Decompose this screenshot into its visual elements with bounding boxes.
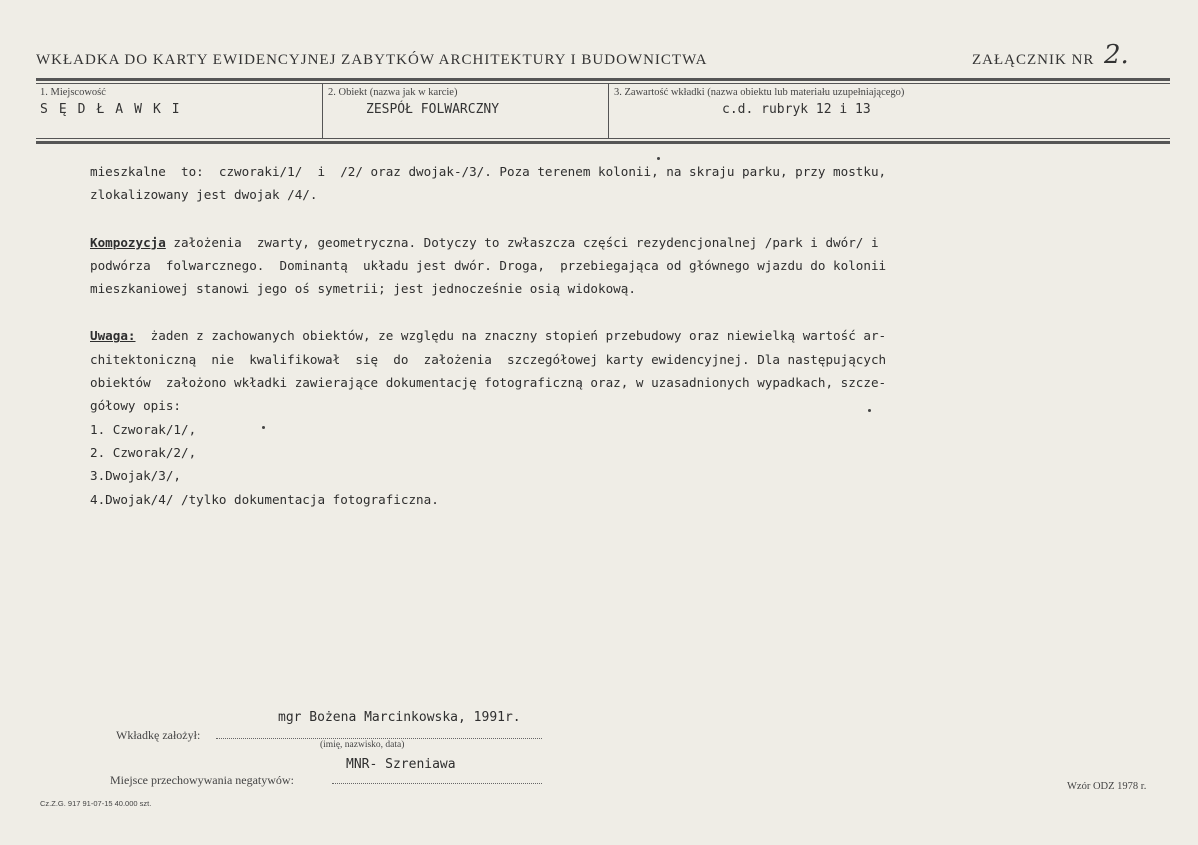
body-line-text: żaden z zachowanych obiektów, ze względu na znaczny stopień przebudowy oraz niewielką wartość ar- (135, 328, 887, 344)
body-line: podwórza folwarcznego. Dominantą układu jest dwór. Droga, przebiegająca od głównego wjazdu do kolonii (90, 257, 887, 273)
body-line: zlokalizowany jest dwojak /4/. (90, 187, 318, 203)
note-heading: Uwaga: (90, 328, 136, 344)
body-paragraph-3 (90, 324, 1160, 417)
object-list (90, 418, 1160, 511)
author-value: mgr Bożena Marcinkowska, 1991r. (278, 710, 521, 725)
author-label: Wkładkę założył: (116, 728, 201, 742)
body-line: gółowy opis: (90, 398, 181, 414)
body-line (90, 324, 1160, 347)
header-rule-top-thin (36, 83, 1170, 84)
place-label: 1. Miejscowość (40, 87, 106, 98)
negatives-label: Miejsce przechowywania negatywów: (110, 773, 294, 787)
body-line (90, 231, 1160, 254)
body-paragraph-1 (90, 160, 1160, 207)
annex-number: 2. (1104, 40, 1129, 70)
field-divider-2 (608, 84, 609, 139)
contents-value: c.d. rubryk 12 i 13 (722, 102, 871, 117)
document-body (90, 160, 1160, 511)
paper-speck (262, 426, 265, 429)
header-rule-bottom-thin (36, 138, 1170, 139)
negatives-value: MNR- Szreniawa (346, 757, 456, 772)
list-item: 2. Czworak/2/, (90, 444, 197, 460)
paper-speck (868, 409, 871, 412)
body-line: chitektoniczną nie kwalifikował się do założenia szczegółowej karty ewidencyjnej. Dla następujących (90, 351, 887, 367)
body-line: mieszkalne to: czworaki/1/ i /2/ oraz dwojak-/3/. Poza terenem kolonii, na skraju parku, przy mostku, (90, 164, 887, 179)
list-item: 1. Czworak/1/, (90, 421, 197, 437)
body-line: obiektów założono wkładki zawierające dokumentację fotograficzną oraz, w uzasadnionych wypadkach, szcze- (90, 375, 887, 391)
contents-label: 3. Zawartość wkładki (nazwa obiektu lub materiału uzupełniającego) (614, 87, 905, 98)
print-info: Cz.Z.G. 917 91-07-15 40.000 szt. (40, 799, 152, 808)
header-rule-bottom (36, 141, 1170, 144)
paper-speck (657, 157, 660, 160)
place-value: SĘDŁAWKI (40, 102, 191, 117)
body-line: mieszkaniowej stanowi jego oś symetrii; jest jednocześnie osią widokową. (90, 281, 636, 297)
object-value: ZESPÓŁ FOLWARCZNY (366, 102, 500, 117)
field-divider-1 (322, 84, 323, 139)
list-item: 3.Dwojak/3/, (90, 468, 181, 484)
author-dotted-line (216, 738, 542, 739)
object-label: 2. Obiekt (nazwa jak w karcie) (328, 87, 458, 98)
body-paragraph-2 (90, 231, 1160, 301)
form-number: Wzór ODZ 1978 r. (1067, 781, 1147, 792)
negatives-dotted-line (332, 783, 542, 784)
header-rule-top (36, 78, 1170, 81)
list-item: 4.Dwojak/4/ /tylko dokumentacja fotograficzna. (90, 491, 439, 507)
annex-label: ZAŁĄCZNIK NR (972, 52, 1095, 68)
author-caption: (imię, nazwisko, data) (320, 740, 405, 750)
composition-heading: Kompozycja (90, 234, 166, 250)
body-line-text: założenia zwarty, geometryczna. Dotyczy to zwłaszcza części rezydencjonalnej /park i dwór/ i (165, 234, 879, 250)
document-title: WKŁADKA DO KARTY EWIDENCYJNEJ ZABYTKÓW ARCHITEKTURY I BUDOWNICTWA (36, 52, 708, 68)
